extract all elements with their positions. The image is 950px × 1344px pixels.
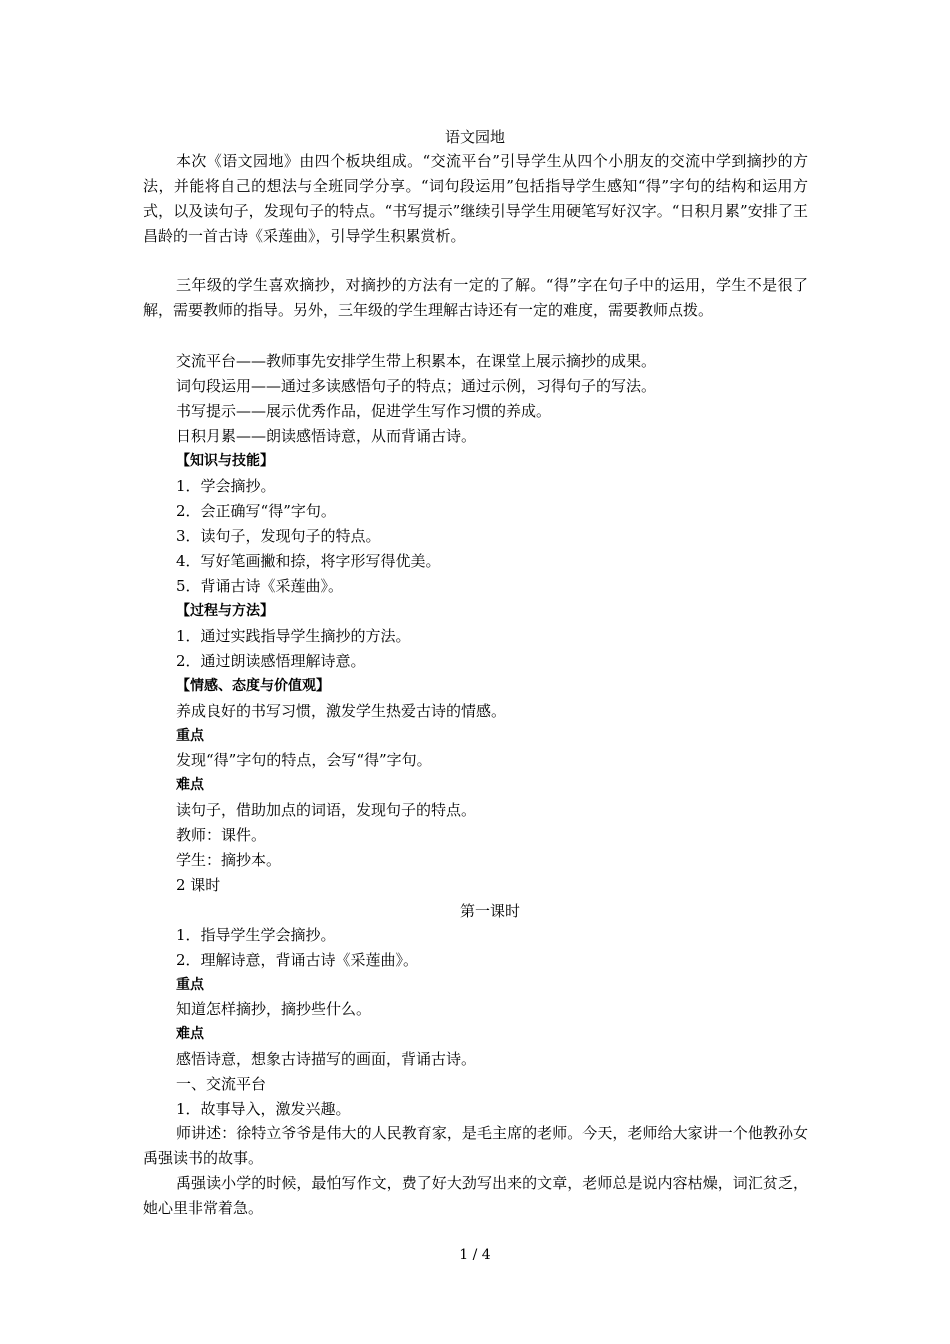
heading-key-point: 重点 <box>176 728 204 744</box>
knowledge-item: 2．会正确写“得”字句。 <box>176 502 336 520</box>
lesson-goal: 1．指导学生学会摘抄。 <box>176 926 336 944</box>
lesson-key-text: 知道怎样摘抄，摘抄些什么。 <box>176 1000 372 1018</box>
part-one-heading: 一、交流平台 <box>176 1075 267 1093</box>
section-word-use: 词句段运用——通过多读感悟句子的特点；通过示例，习得句子的写法。 <box>176 377 657 395</box>
teacher-prep: 教师：课件。 <box>176 826 267 844</box>
knowledge-item: 3．读句子，发现句子的特点。 <box>176 527 381 545</box>
section-exchange: 交流平台——教师事先安排学生带上积累本，在课堂上展示摘抄的成果。 <box>176 352 657 370</box>
step-one: 1．故事导入，激发兴趣。 <box>176 1100 351 1118</box>
difficulty-text: 读句子，借助加点的词语，发现句子的特点。 <box>176 801 477 819</box>
lesson-one-title: 第一课时 <box>459 902 520 920</box>
page-title: 语文园地 <box>444 128 505 146</box>
process-item: 1．通过实践指导学生摘抄的方法。 <box>176 627 411 645</box>
lesson-difficulty-text: 感悟诗意，想象古诗描写的画面，背诵古诗。 <box>176 1050 477 1068</box>
heading-knowledge: 【知识与技能】 <box>176 453 274 469</box>
story-paragraph-1: 师讲述：徐特立爷爷是伟大的人民教育家，是毛主席的老师。今天，老师给大家讲一个他教孙女禹强读书的故事。 <box>143 1124 808 1167</box>
knowledge-item: 4．写好笔画撇和捺，将字形写得优美。 <box>176 552 441 570</box>
knowledge-item: 1．学会摘抄。 <box>176 477 276 495</box>
lesson-goal: 2．理解诗意，背诵古诗《采莲曲》。 <box>176 951 419 969</box>
emotion-item: 养成良好的书写习惯，激发学生热爱古诗的情感。 <box>176 702 507 720</box>
knowledge-item: 5．背诵古诗《采莲曲》。 <box>176 577 344 595</box>
heading-process: 【过程与方法】 <box>176 603 274 619</box>
student-prep: 学生：摘抄本。 <box>176 851 282 869</box>
lesson-heading-key: 重点 <box>176 977 204 993</box>
intro-paragraph-2: 三年级的学生喜欢摘抄，对摘抄的方法有一定的了解。“得”字在句子中的运用，学生不是很了解，需要教师的指导。另外，三年级的学生理解古诗还有一定的难度，需要教师点拨。 <box>143 276 808 319</box>
intro-paragraph-1: 本次《语文园地》由四个板块组成。“交流平台”引导学生从四个小朋友的交流中学到摘抄的方法，并能将自己的想法与全班同学分享。“词句段运用”包括指导学生感知“得”字句的结构和运用方式，以及读句子，发现句子的特点。“书写提示”继续引导学生用硬笔写好汉字。“日积月累”安排了王昌龄的一首古诗《采莲曲》，引导学生积累赏析。 <box>143 152 808 245</box>
process-item: 2．通过朗读感悟理解诗意。 <box>176 652 366 670</box>
key-point-text: 发现“得”字句的特点，会写“得”字句。 <box>176 751 432 769</box>
story-paragraph-2: 禹强读小学的时候，最怕写作文，费了好大劲写出来的文章，老师总是说内容枯燥，词汇贫乏，她心里非常着急。 <box>143 1174 808 1217</box>
page-number: 1 / 4 <box>459 1247 491 1263</box>
heading-difficulty: 难点 <box>176 777 204 793</box>
lesson-heading-difficulty: 难点 <box>176 1026 204 1042</box>
class-hours: 2 课时 <box>176 876 221 894</box>
heading-emotion: 【情感、态度与价值观】 <box>176 678 330 694</box>
section-writing-tip: 书写提示——展示优秀作品，促进学生写作习惯的养成。 <box>176 402 552 420</box>
section-daily-accum: 日积月累——朗读感悟诗意，从而背诵古诗。 <box>176 427 477 445</box>
